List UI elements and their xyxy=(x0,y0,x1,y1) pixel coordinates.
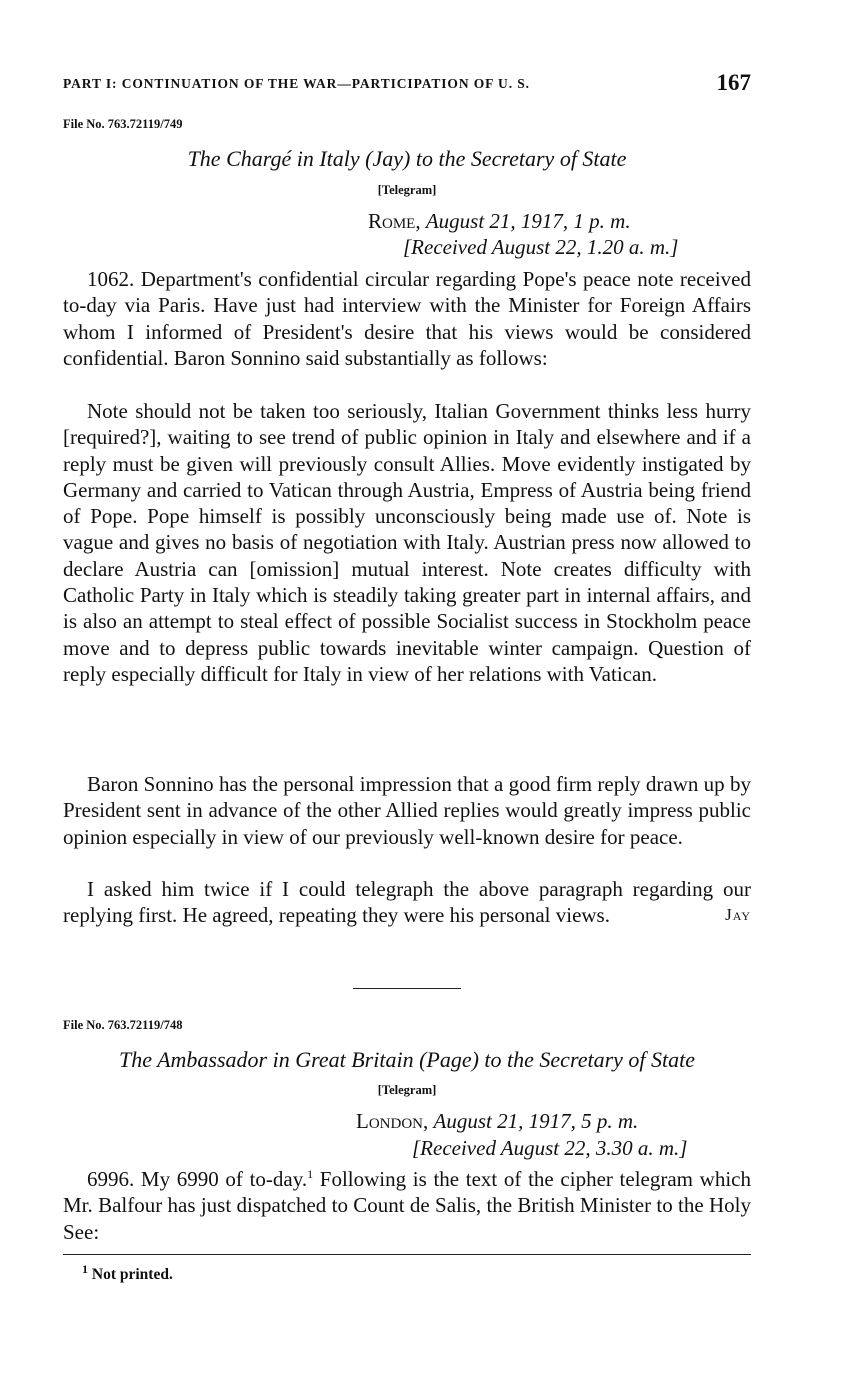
document-type: [Telegram] xyxy=(377,183,437,197)
body-paragraph: Baron Sonnino has the personal impression that a good firm reply drawn up by President sent in advance of the other Allied replies would greatly impress public opinion especially in view of our previously well-known desire for peace. xyxy=(63,772,751,849)
section-divider xyxy=(353,988,461,989)
running-head: PART I: CONTINUATION OF THE WAR—PARTICIPATION OF U. S. xyxy=(63,76,530,91)
paragraph-text-cont: Following is the text of the cipher telegram which Mr. Balfour has just dispatched to Count de Salis, the British Minister to the Holy See: xyxy=(63,1167,751,1244)
body-paragraph xyxy=(63,1166,751,1245)
received-text: [Received August 22, 1.20 a. m.] xyxy=(403,235,679,259)
footnote-rule xyxy=(63,1254,751,1255)
file-number: File No. 763.72119/748 xyxy=(63,1018,183,1032)
document-title: The Ambassador in Great Britain (Page) to the Secretary of State xyxy=(119,1047,695,1072)
paragraph-text: 6996. My 6990 of to-day. xyxy=(87,1167,308,1191)
dateline xyxy=(356,1109,638,1134)
received-line xyxy=(403,235,678,260)
body-paragraph-text: I asked him twice if I could telegraph the above paragraph regarding our replying first. He agreed, repeating they were his personal views. xyxy=(63,877,751,928)
footnote-reference[interactable]: 1 xyxy=(307,1167,314,1181)
body-paragraph: Note should not be taken too seriously, Italian Government thinks less hurry [required?], waiting to see trend of public opinion in Italy and elsewhere and if a reply must be given will previously consult Allies. Move evidently instigated by Germany and carried to Vatican through Austria, Empress of Austria being friend of Pope. Pope himself is possibly unconsciously being made use of. Note is vague and gives no basis of negotiation with Italy. Austrian press now allowed to declare Austria can [omission] mutual interest. Note creates difficulty with Catholic Party in Italy which is steadily taking greater part in internal affairs, and is also an attempt to steal effect of possible Socialist success in Stockholm peace move and to depress public towards inevitable winter campaign. Question of reply especially difficult for Italy in view of her relations with Vatican. xyxy=(63,399,751,686)
page-number: 167 xyxy=(716,70,751,95)
footnote-text: Not printed. xyxy=(88,1266,173,1283)
dateline-date: August 21, 1917, 5 p. m. xyxy=(433,1109,639,1133)
page-header xyxy=(63,70,751,100)
body-paragraph: 1062. Department's confidential circular regarding Pope's peace note received to-day via Paris. Have just had interview with the Minister for Foreign Affairs whom I informed of President's desire that his views would be considered confidential. Baron Sonnino said substantially as follows: xyxy=(63,267,751,370)
dateline-place: Rome, xyxy=(368,209,421,233)
document-title: The Chargé in Italy (Jay) to the Secretary of State xyxy=(187,146,627,171)
signature: Jay xyxy=(725,905,751,925)
dateline xyxy=(368,209,631,234)
body-paragraph-last xyxy=(63,876,751,929)
footnote xyxy=(82,1261,173,1284)
received-text: [Received August 22, 3.30 a. m.] xyxy=(412,1136,688,1160)
received-line xyxy=(412,1136,687,1161)
dateline-place: London, xyxy=(356,1109,429,1133)
document-type: [Telegram] xyxy=(377,1083,437,1097)
dateline-date: August 21, 1917, 1 p. m. xyxy=(425,209,631,233)
footnote-marker: 1 xyxy=(82,1261,88,1276)
file-number: File No. 763.72119/749 xyxy=(63,117,183,131)
